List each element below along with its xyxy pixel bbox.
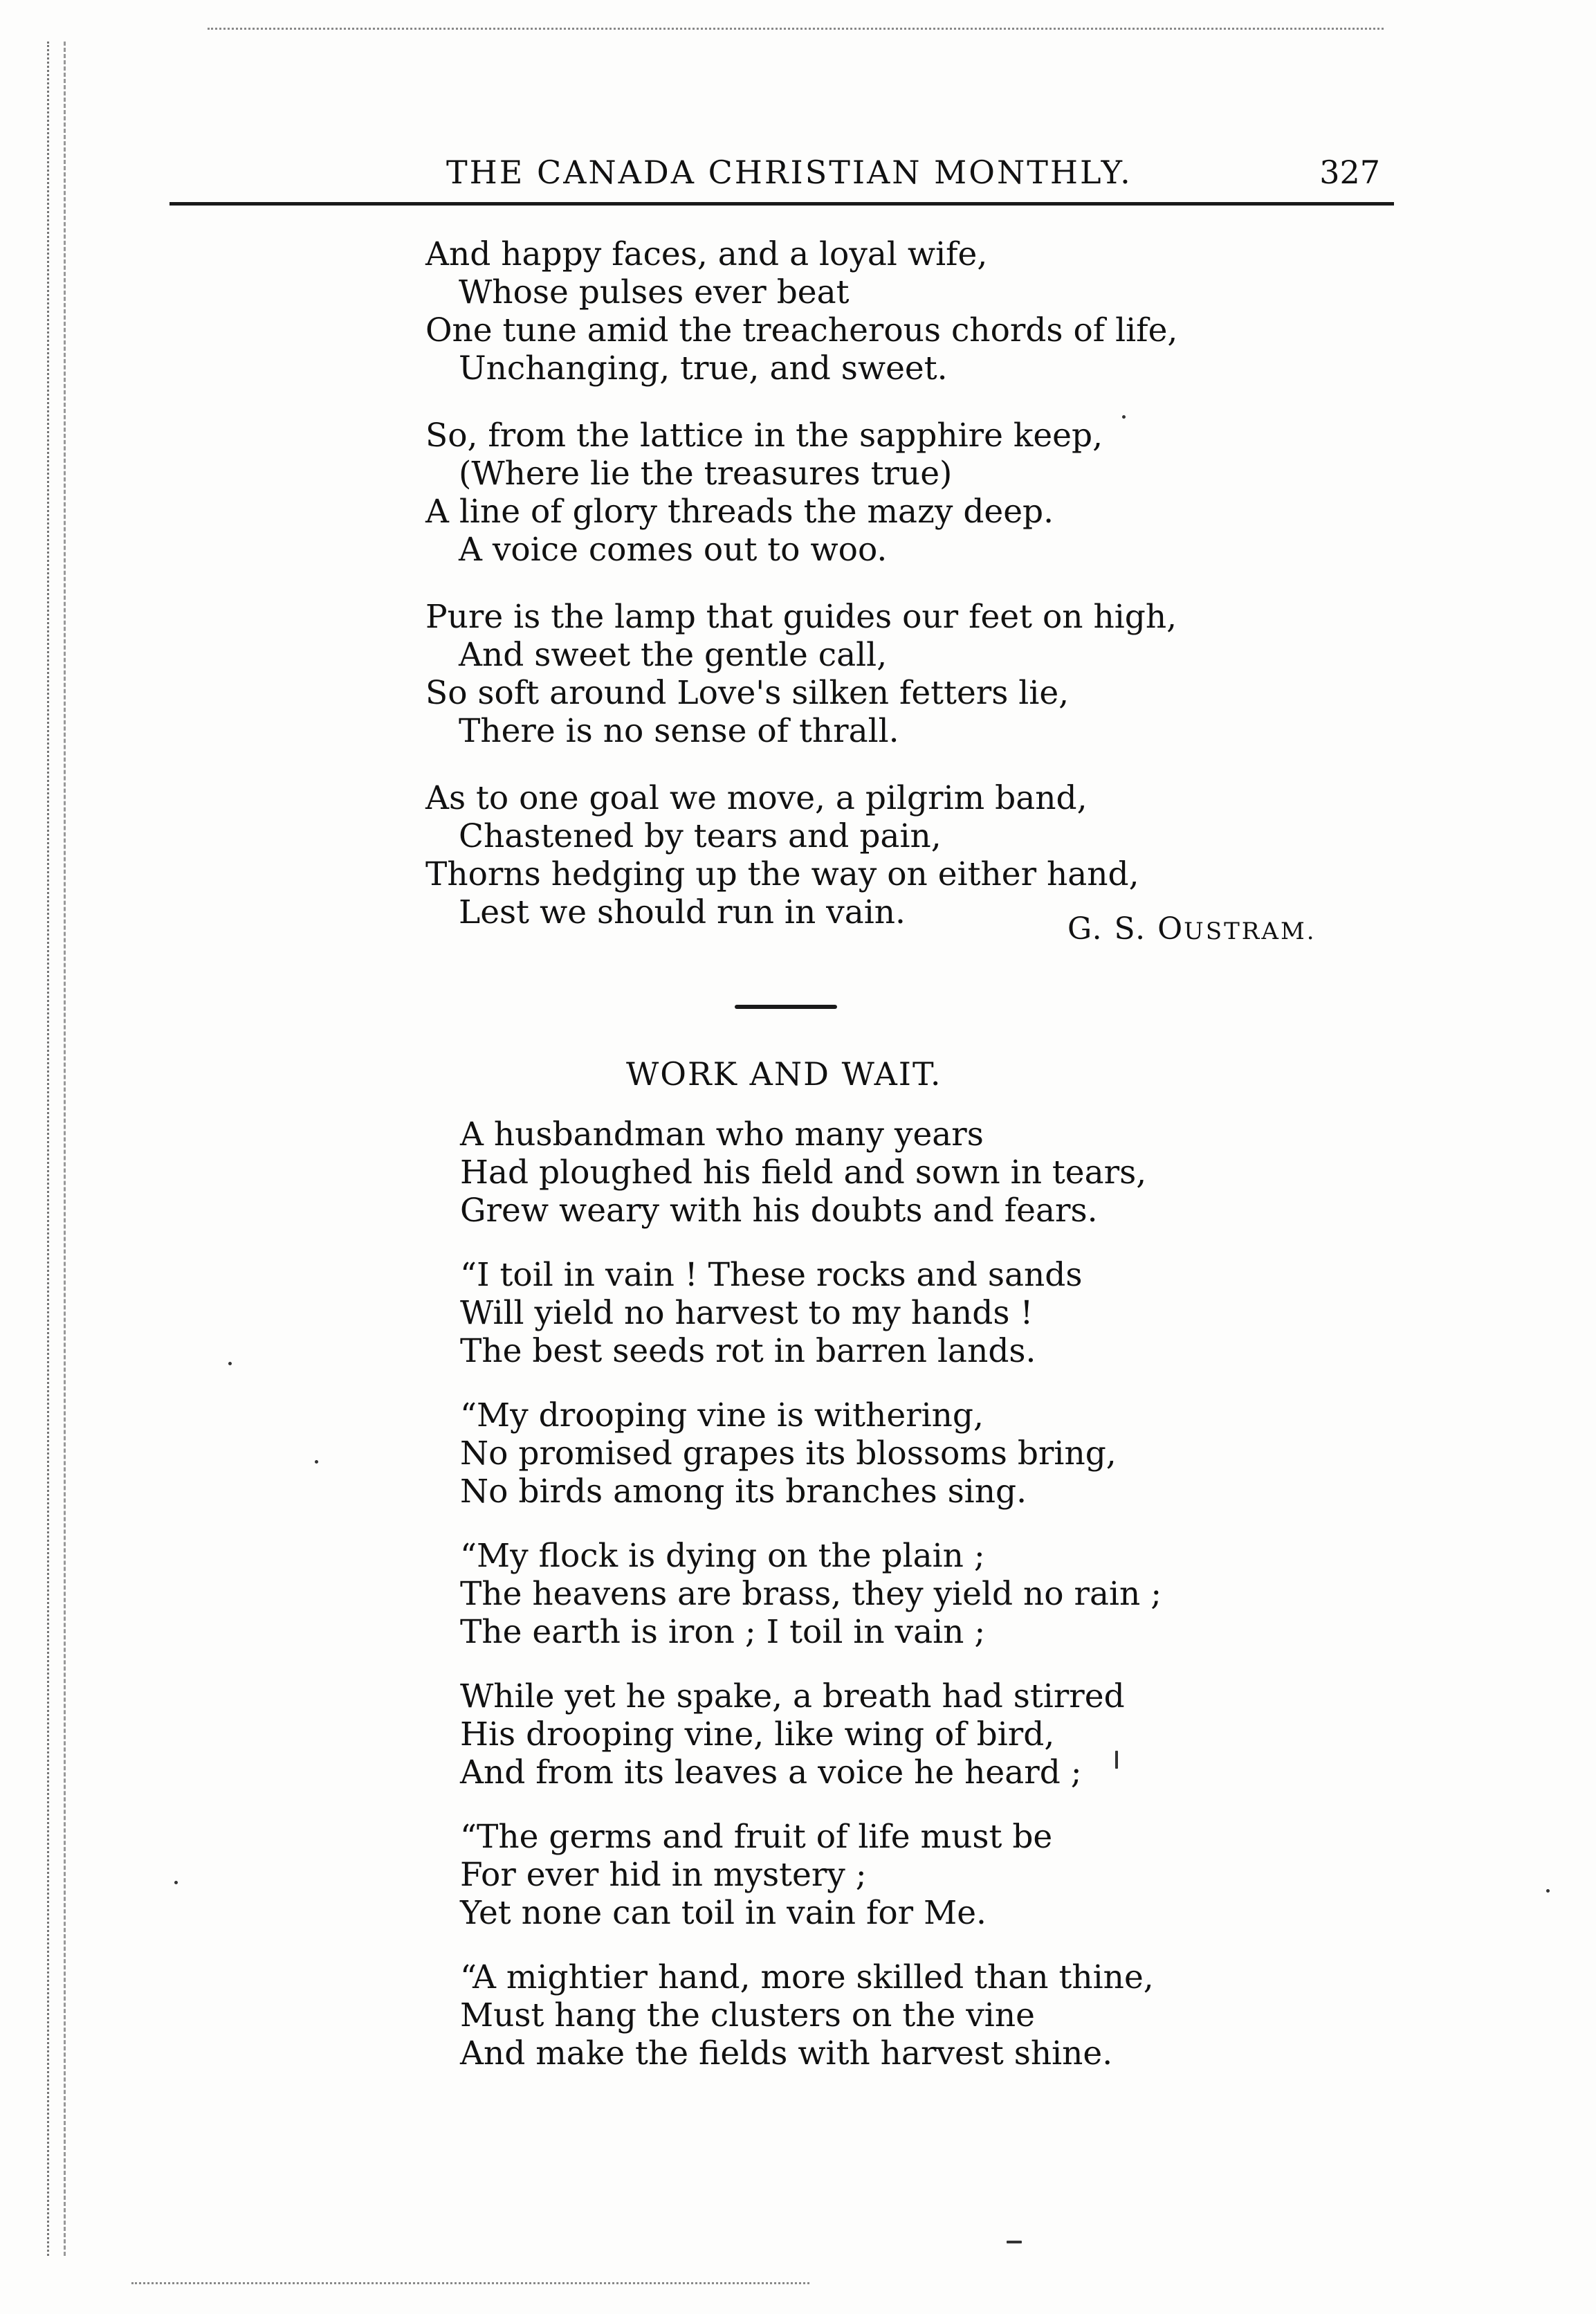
verse-line: “A mightier hand, more skilled than thine, — [460, 1958, 1154, 1996]
verse-line: Grew weary with his doubts and fears. — [460, 1192, 1098, 1230]
verse-line: “My flock is dying on the plain ; — [460, 1537, 985, 1575]
scan-bottom-edge-mark — [131, 2282, 809, 2284]
section-divider — [735, 1005, 837, 1009]
verse-line: Yet none can toil in vain for Me. — [460, 1894, 987, 1932]
journal-title: THE CANADA CHRISTIAN MONTHLY. — [446, 154, 1132, 191]
verse-line: Must hang the clusters on the vine — [460, 1996, 1035, 2034]
running-header — [169, 145, 1394, 201]
stanza — [460, 1115, 1162, 1230]
scan-speck — [1115, 1751, 1118, 1769]
stanza — [460, 1958, 1162, 2072]
scan-speck — [1546, 1889, 1550, 1893]
verse-line: “I toil in vain ! These rocks and sands — [460, 1256, 1083, 1294]
page-number: 327 — [1319, 154, 1380, 191]
scan-speck — [315, 1460, 318, 1464]
verse-line: One tune amid the treacherous chords of life, — [425, 311, 1178, 349]
verse-line: “My drooping vine is withering, — [460, 1396, 984, 1434]
verse-line: So soft around Love's silken fetters lie, — [425, 674, 1070, 712]
scan-speck — [1007, 2241, 1022, 2243]
scan-left-edge-mark-inner — [64, 42, 66, 2256]
verse-line: His drooping vine, like wing of bird, — [460, 1715, 1055, 1753]
verse-line: Lest we should run in vain. — [459, 893, 906, 931]
verse-line: Chastened by tears and pain, — [459, 817, 942, 855]
author-signature — [1067, 911, 1317, 947]
stanza — [425, 417, 1177, 569]
verse-line: Whose pulses ever beat — [459, 273, 850, 311]
verse-line: While yet he spake, a breath had stirred — [460, 1677, 1125, 1715]
stanza — [460, 1396, 1162, 1511]
verse-line: For ever hid in mystery ; — [460, 1856, 867, 1894]
scan-top-edge-mark — [208, 28, 1384, 30]
author-initials: G. S. O — [1067, 911, 1184, 947]
poem-title: WORK AND WAIT. — [626, 1055, 942, 1093]
verse-line: And sweet the gentle call, — [459, 636, 888, 674]
verse-line: No birds among its branches sing. — [460, 1473, 1027, 1511]
poem-continued — [425, 235, 1177, 960]
stanza — [425, 235, 1177, 388]
stanza — [460, 1677, 1162, 1792]
stanza — [425, 779, 1177, 931]
verse-line: There is no sense of thrall. — [459, 712, 899, 750]
scan-speck — [174, 1881, 178, 1884]
verse-line: Had ploughed his field and sown in tears, — [460, 1154, 1147, 1192]
verse-line: The heavens are brass, they yield no rain ; — [460, 1575, 1162, 1613]
verse-line: Pure is the lamp that guides our feet on high, — [425, 598, 1177, 636]
verse-line: A husbandman who many years — [460, 1115, 984, 1154]
scan-speck — [228, 1362, 232, 1365]
verse-line: So, from the lattice in the sapphire keep, — [425, 417, 1103, 455]
scan-left-edge-mark — [47, 42, 49, 2256]
verse-line: Unchanging, true, and sweet. — [459, 349, 948, 388]
stanza — [425, 598, 1177, 750]
author-surname: USTRAM. — [1184, 918, 1317, 945]
verse-line: (Where lie the treasures true) — [459, 455, 953, 493]
scan-speck — [1122, 415, 1126, 419]
verse-line: And from its leaves a voice he heard ; — [460, 1753, 1082, 1792]
stanza — [460, 1537, 1162, 1651]
verse-line: The earth is iron ; I toil in vain ; — [460, 1613, 986, 1651]
verse-line: Will yield no harvest to my hands ! — [460, 1294, 1034, 1332]
stanza — [460, 1256, 1162, 1370]
verse-line: As to one goal we move, a pilgrim band, — [425, 779, 1088, 817]
verse-line: No promised grapes its blossoms bring, — [460, 1434, 1117, 1473]
verse-line: A line of glory threads the mazy deep. — [425, 493, 1054, 531]
header-rule — [169, 202, 1394, 206]
verse-line: And make the fields with harvest shine. — [460, 2034, 1113, 2072]
verse-line: And happy faces, and a loyal wife, — [425, 235, 988, 273]
verse-line: A voice comes out to woo. — [459, 531, 888, 569]
verse-line: The best seeds rot in barren lands. — [460, 1332, 1036, 1370]
verse-line: Thorns hedging up the way on either hand, — [425, 855, 1139, 893]
verse-line: “The germs and fruit of life must be — [460, 1818, 1053, 1856]
poem-work-and-wait — [460, 1115, 1162, 2099]
stanza — [460, 1818, 1162, 1932]
